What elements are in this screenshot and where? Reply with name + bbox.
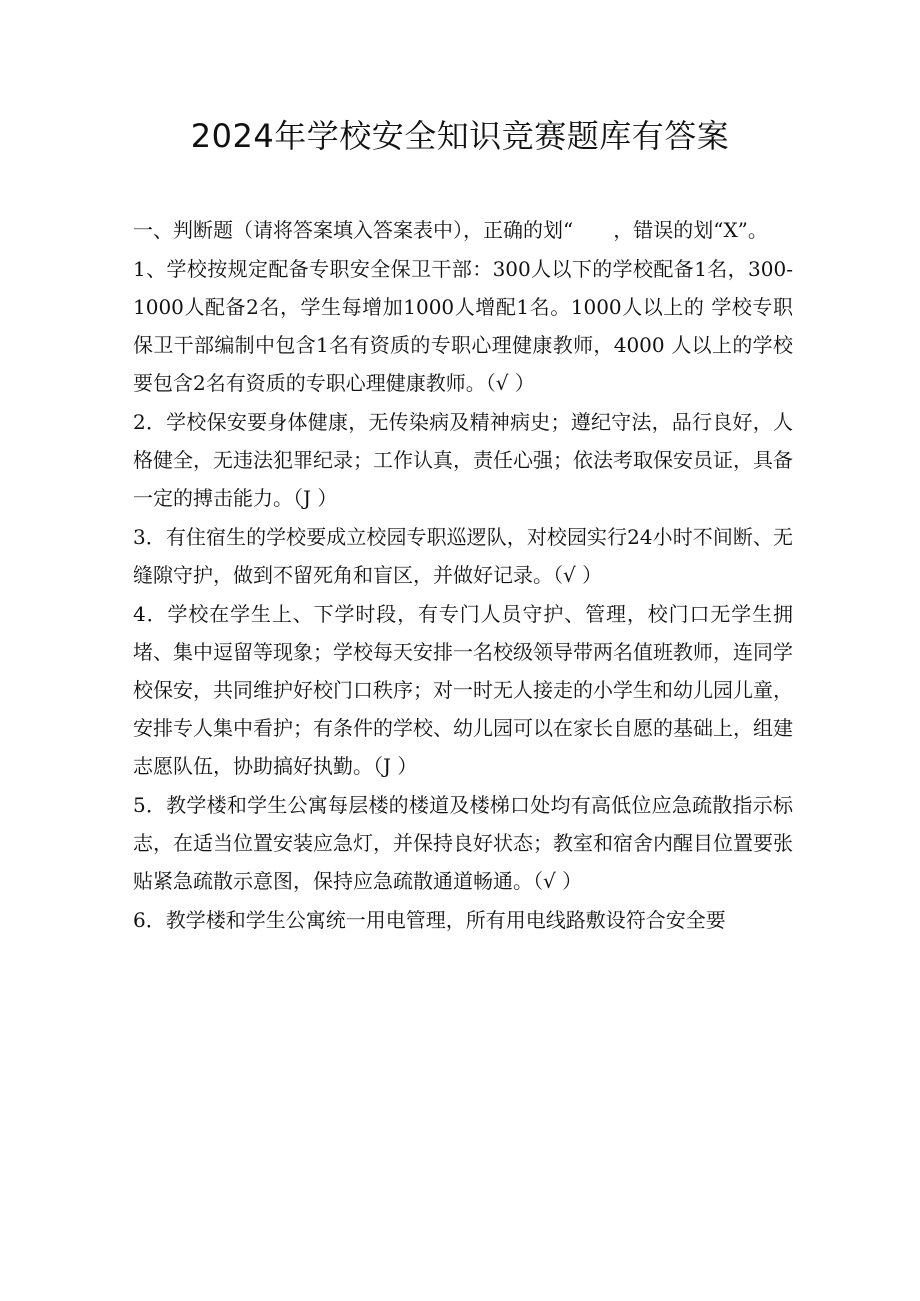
section-heading-true-false: 一、判断题（请将答案填入答案表中），正确的划“ ，错误的划“X”。 bbox=[133, 218, 768, 242]
question-2: 2．学校保安要身体健康，无传染病及精神病史；遵纪守法，品行良好，人格健全，无违法犯罪纪录；工作认真，责任心强；依法考取保安员证，具备一定的搏击能力。（J ） bbox=[133, 410, 793, 510]
document-body bbox=[133, 211, 793, 939]
document-title: 2024年学校安全知识竞赛题库有答案 bbox=[190, 117, 730, 155]
question-1: 1、学校按规定配备专职安全保卫干部：300人以下的学校配备1名，300-1000人配备2名，学生每增加1000人增配1名。1000人以上的 学校专职保卫干部编制中包含1名有资质的专职心理健康教师，4000 人以上的学校要包含2名有资质的专职心理健康教师。（√ ） bbox=[133, 257, 793, 395]
question-3: 3．有住宿生的学校要成立校园专职巡逻队，对校园实行24小时不间断、无缝隙守护，做到不留死角和盲区，并做好记录。（√ ） bbox=[133, 525, 793, 587]
question-4: 4．学校在学生上、下学时段，有专门人员守护、管理，校门口无学生拥堵、集中逗留等现象；学校每天安排一名校级领导带两名值班教师，连同学校保安，共同维护好校门口秩序；对一时无人接走的小学生和幼儿园儿童，安排专人集中看护；有条件的学校、幼儿园可以在家长自愿的基础上，组建志愿队伍，协助搞好执勤。（J ） bbox=[133, 602, 793, 778]
question-6: 6．教学楼和学生公寓统一用电管理，所有用电线路敷设符合安全要 bbox=[133, 908, 726, 932]
question-5: 5．教学楼和学生公寓每层楼的楼道及楼梯口处均有高低位应急疏散指示标志，在适当位置安装应急灯，并保持良好状态；教室和宿舍内醒目位置要张贴紧急疏散示意图，保持应急疏散通道畅通。（√ ） bbox=[133, 793, 793, 893]
